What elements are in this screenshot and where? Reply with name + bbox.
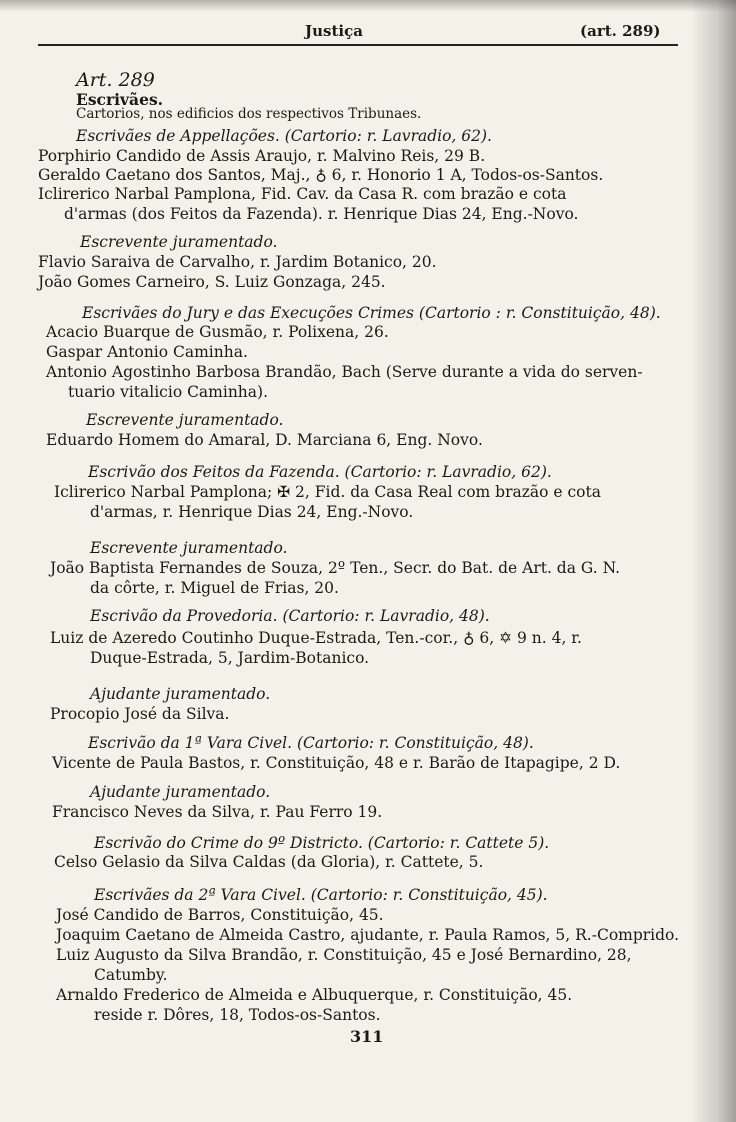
- entry-line: José Candido de Barros, Constituição, 45.: [56, 906, 384, 924]
- subsection-heading: Ajudante juramentado.: [90, 783, 271, 801]
- entry-line-continued: Duque-Estrada, 5, Jardim-Botanico.: [90, 649, 370, 667]
- entry-line: Procopio José da Silva.: [50, 705, 230, 723]
- scan-right-edge: [690, 0, 736, 1122]
- running-header: [40, 22, 680, 44]
- subsection-heading: Escrivão da 1ª Vara Civel. (Cartorio: r. Constituição, 48).: [88, 734, 534, 752]
- entry-line: Iclirerico Narbal Pamplona, Fid. Cav. da Casa R. com brazão e cota: [38, 185, 567, 203]
- scan-top-edge: [0, 0, 736, 12]
- section-note: Cartorios, nos edificios dos respectivos Tribunaes.: [76, 106, 422, 122]
- entry-line: Antonio Agostinho Barbosa Brandão, Bach (Serve durante a vida do serven-: [46, 363, 643, 381]
- entry-line-continued: da côrte, r. Miguel de Frias, 20.: [90, 579, 339, 597]
- subsection-heading: Escrivão da Provedoria. (Cartorio: r. Lavradio, 48).: [90, 607, 490, 625]
- entry-line: Francisco Neves da Silva, r. Pau Ferro 19.: [52, 803, 383, 821]
- header-rule: [38, 44, 678, 46]
- subsection-heading: Escrevente juramentado.: [90, 539, 288, 557]
- entry-line: Luiz de Azeredo Coutinho Duque-Estrada, Ten.-cor., ♁ 6, ✡ 9 n. 4, r.: [50, 629, 582, 647]
- entry-line: Vicente de Paula Bastos, r. Constituição, 48 e r. Barão de Itapagipe, 2 D.: [52, 754, 621, 772]
- entry-line-continued: d'armas (dos Feitos da Fazenda). r. Henrique Dias 24, Eng.-Novo.: [64, 205, 579, 223]
- entry-line-continued: d'armas, r. Henrique Dias 24, Eng.-Novo.: [90, 503, 414, 521]
- entry-line: Joaquim Caetano de Almeida Castro, ajudante, r. Paula Ramos, 5, R.-Comprido.: [56, 926, 680, 944]
- entry-line-continued: reside r. Dôres, 18, Todos-os-Santos.: [94, 1006, 381, 1024]
- entry-line: Geraldo Caetano dos Santos, Maj., ♁ 6, r. Honorio 1 A, Todos-os-Santos.: [38, 166, 604, 184]
- subsection-heading: Escrevente juramentado.: [86, 411, 284, 429]
- entry-line-continued: tuario vitalicio Caminha).: [68, 383, 269, 401]
- page-number: 311: [350, 1027, 384, 1046]
- entry-line: João Baptista Fernandes de Souza, 2º Ten., Secr. do Bat. de Art. da G. N.: [50, 559, 621, 577]
- entry-line: Flavio Saraiva de Carvalho, r. Jardim Botanico, 20.: [38, 253, 437, 271]
- subsection-heading: Escrivães de Appellações. (Cartorio: r. Lavradio, 62).: [76, 127, 492, 145]
- entry-line: Gaspar Antonio Caminha.: [46, 343, 248, 361]
- subsection-heading: Escrivão dos Feitos da Fazenda. (Cartorio: r. Lavradio, 62).: [88, 463, 552, 481]
- section-heading: Escrivães.: [76, 90, 164, 109]
- entry-line: Eduardo Homem do Amaral, D. Marciana 6, Eng. Novo.: [46, 431, 483, 449]
- entry-line: Celso Gelasio da Silva Caldas (da Gloria), r. Cattete, 5.: [54, 853, 484, 871]
- subsection-heading: Escrivães do Jury e das Execuções Crimes (Cartorio : r. Constituição, 48).: [82, 304, 661, 322]
- subsection-heading: Ajudante juramentado.: [90, 685, 271, 703]
- entry-line: João Gomes Carneiro, S. Luiz Gonzaga, 245.: [38, 273, 386, 291]
- header-article-ref: (art. 289): [580, 22, 661, 40]
- subsection-heading: Escrivão do Crime do 9º Districto. (Cartorio: r. Cattete 5).: [94, 834, 550, 852]
- entry-line: Porphirio Candido de Assis Araujo, r. Malvino Reis, 29 B.: [38, 147, 486, 165]
- entry-line: Acacio Buarque de Gusmão, r. Polixena, 26.: [46, 323, 389, 341]
- subsection-heading: Escrevente juramentado.: [80, 233, 278, 251]
- article-number: Art. 289: [76, 69, 155, 91]
- entry-line: Arnaldo Frederico de Almeida e Albuquerque, r. Constituição, 45.: [56, 986, 573, 1004]
- entry-line: Iclirerico Narbal Pamplona; ✠ 2, Fid. da Casa Real com brazão e cota: [54, 483, 601, 501]
- entry-line: Luiz Augusto da Silva Brandão, r. Constituição, 45 e José Bernardino, 28,: [56, 946, 632, 964]
- subsection-heading: Escrivães da 2ª Vara Civel. (Cartorio: r. Constituição, 45).: [94, 886, 548, 904]
- header-title: Justiça: [305, 22, 363, 40]
- entry-line-continued: Catumby.: [94, 966, 168, 984]
